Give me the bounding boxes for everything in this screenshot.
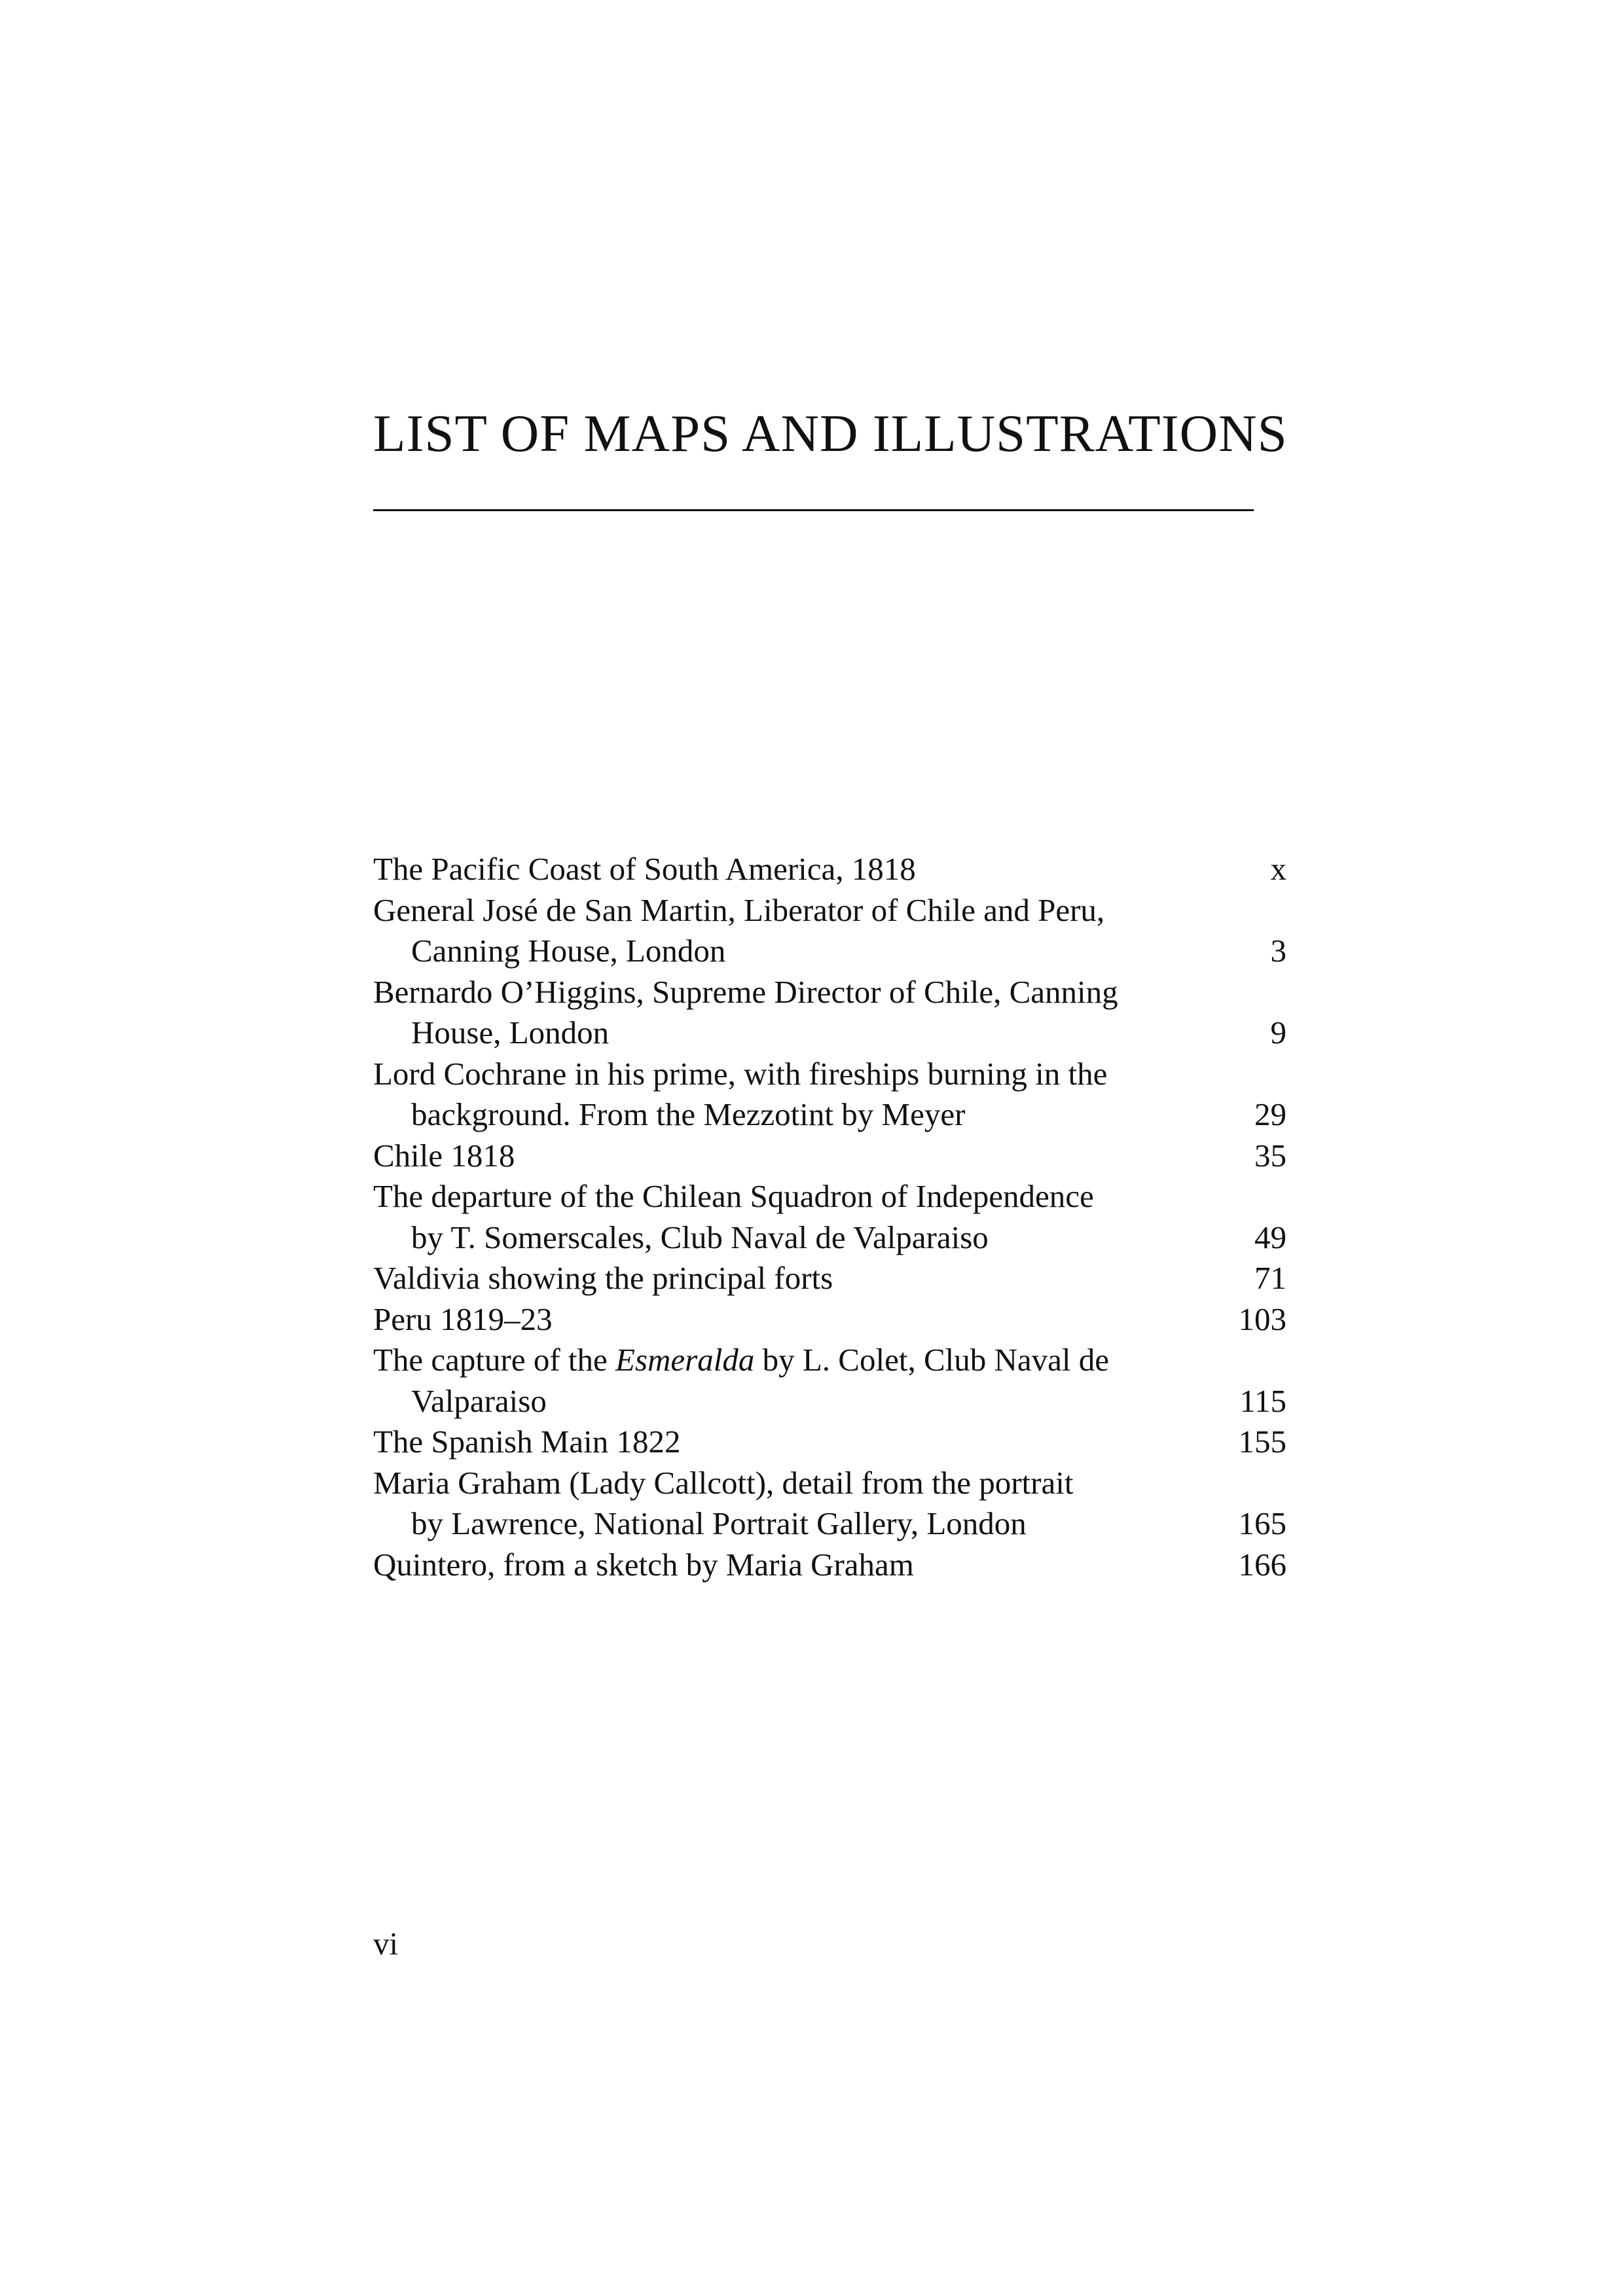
- entry-page-number: 165: [1238, 1505, 1286, 1541]
- entry-page-number: 71: [1254, 1260, 1286, 1296]
- ship-name: Esmeralda: [615, 1342, 755, 1378]
- page-folio: vi: [373, 1926, 399, 1962]
- entry-title-continued: Valparaiso: [411, 1382, 547, 1419]
- list-entry: [373, 1340, 1286, 1422]
- entry-page-number: x: [1270, 851, 1286, 887]
- entry-title: Bernardo O’Higgins, Supreme Director of Chile, Canning: [373, 973, 1118, 1010]
- list-entry: [373, 1463, 1286, 1545]
- entry-page-number: 9: [1270, 1014, 1286, 1050]
- list-entry: [373, 1054, 1286, 1136]
- entry-page-number: 115: [1239, 1382, 1286, 1419]
- entry-title: The Spanish Main 1822: [373, 1424, 681, 1460]
- list-entry: [373, 972, 1286, 1054]
- entry-page-number: 155: [1238, 1424, 1286, 1460]
- entry-title-text: The capture of the: [373, 1342, 616, 1378]
- list-entry: [373, 1422, 1286, 1463]
- entry-page-number: 3: [1270, 933, 1286, 969]
- illustrations-list: [373, 849, 1286, 1585]
- entry-page-number: 35: [1254, 1137, 1286, 1174]
- title-rule: [373, 509, 1254, 511]
- list-entry: [373, 890, 1286, 972]
- entry-title: Peru 1819–23: [373, 1300, 553, 1337]
- entry-title-continued: background. From the Mezzotint by Meyer: [411, 1096, 966, 1132]
- entry-title: [373, 1340, 1214, 1381]
- entry-title: Chile 1818: [373, 1137, 515, 1174]
- entry-title-continued: by Lawrence, National Portrait Gallery, London: [411, 1505, 1027, 1541]
- entry-title: Valdivia showing the principal forts: [373, 1260, 833, 1296]
- list-entry: [373, 1136, 1286, 1177]
- entry-page-number: 166: [1238, 1546, 1286, 1583]
- entry-title-continued: by T. Somerscales, Club Naval de Valparaiso: [411, 1219, 989, 1255]
- entry-title: The departure of the Chilean Squadron of Independence: [373, 1178, 1094, 1214]
- entry-title: Lord Cochrane in his prime, with fireships burning in the: [373, 1055, 1108, 1092]
- list-entry: [373, 1545, 1286, 1586]
- entry-title-continued: Canning House, London: [411, 933, 726, 969]
- entry-title: The Pacific Coast of South America, 1818: [373, 851, 916, 887]
- entry-title-continued: House, London: [411, 1014, 610, 1050]
- list-entry: [373, 849, 1286, 890]
- entry-page-number: 103: [1238, 1300, 1286, 1337]
- entry-title-text: by L. Colet, Club Naval de: [754, 1342, 1110, 1378]
- entry-page-number: 49: [1254, 1219, 1286, 1255]
- page-title: LIST OF MAPS AND ILLUSTRATIONS: [373, 404, 1288, 463]
- entry-page-number: 29: [1254, 1096, 1286, 1132]
- list-entry: [373, 1176, 1286, 1258]
- entry-title: General José de San Martin, Liberator of Chile and Peru,: [373, 891, 1105, 928]
- list-entry: [373, 1258, 1286, 1299]
- list-entry: [373, 1299, 1286, 1340]
- entry-title: Maria Graham (Lady Callcott), detail from the portrait: [373, 1464, 1074, 1501]
- entry-title: Quintero, from a sketch by Maria Graham: [373, 1546, 914, 1583]
